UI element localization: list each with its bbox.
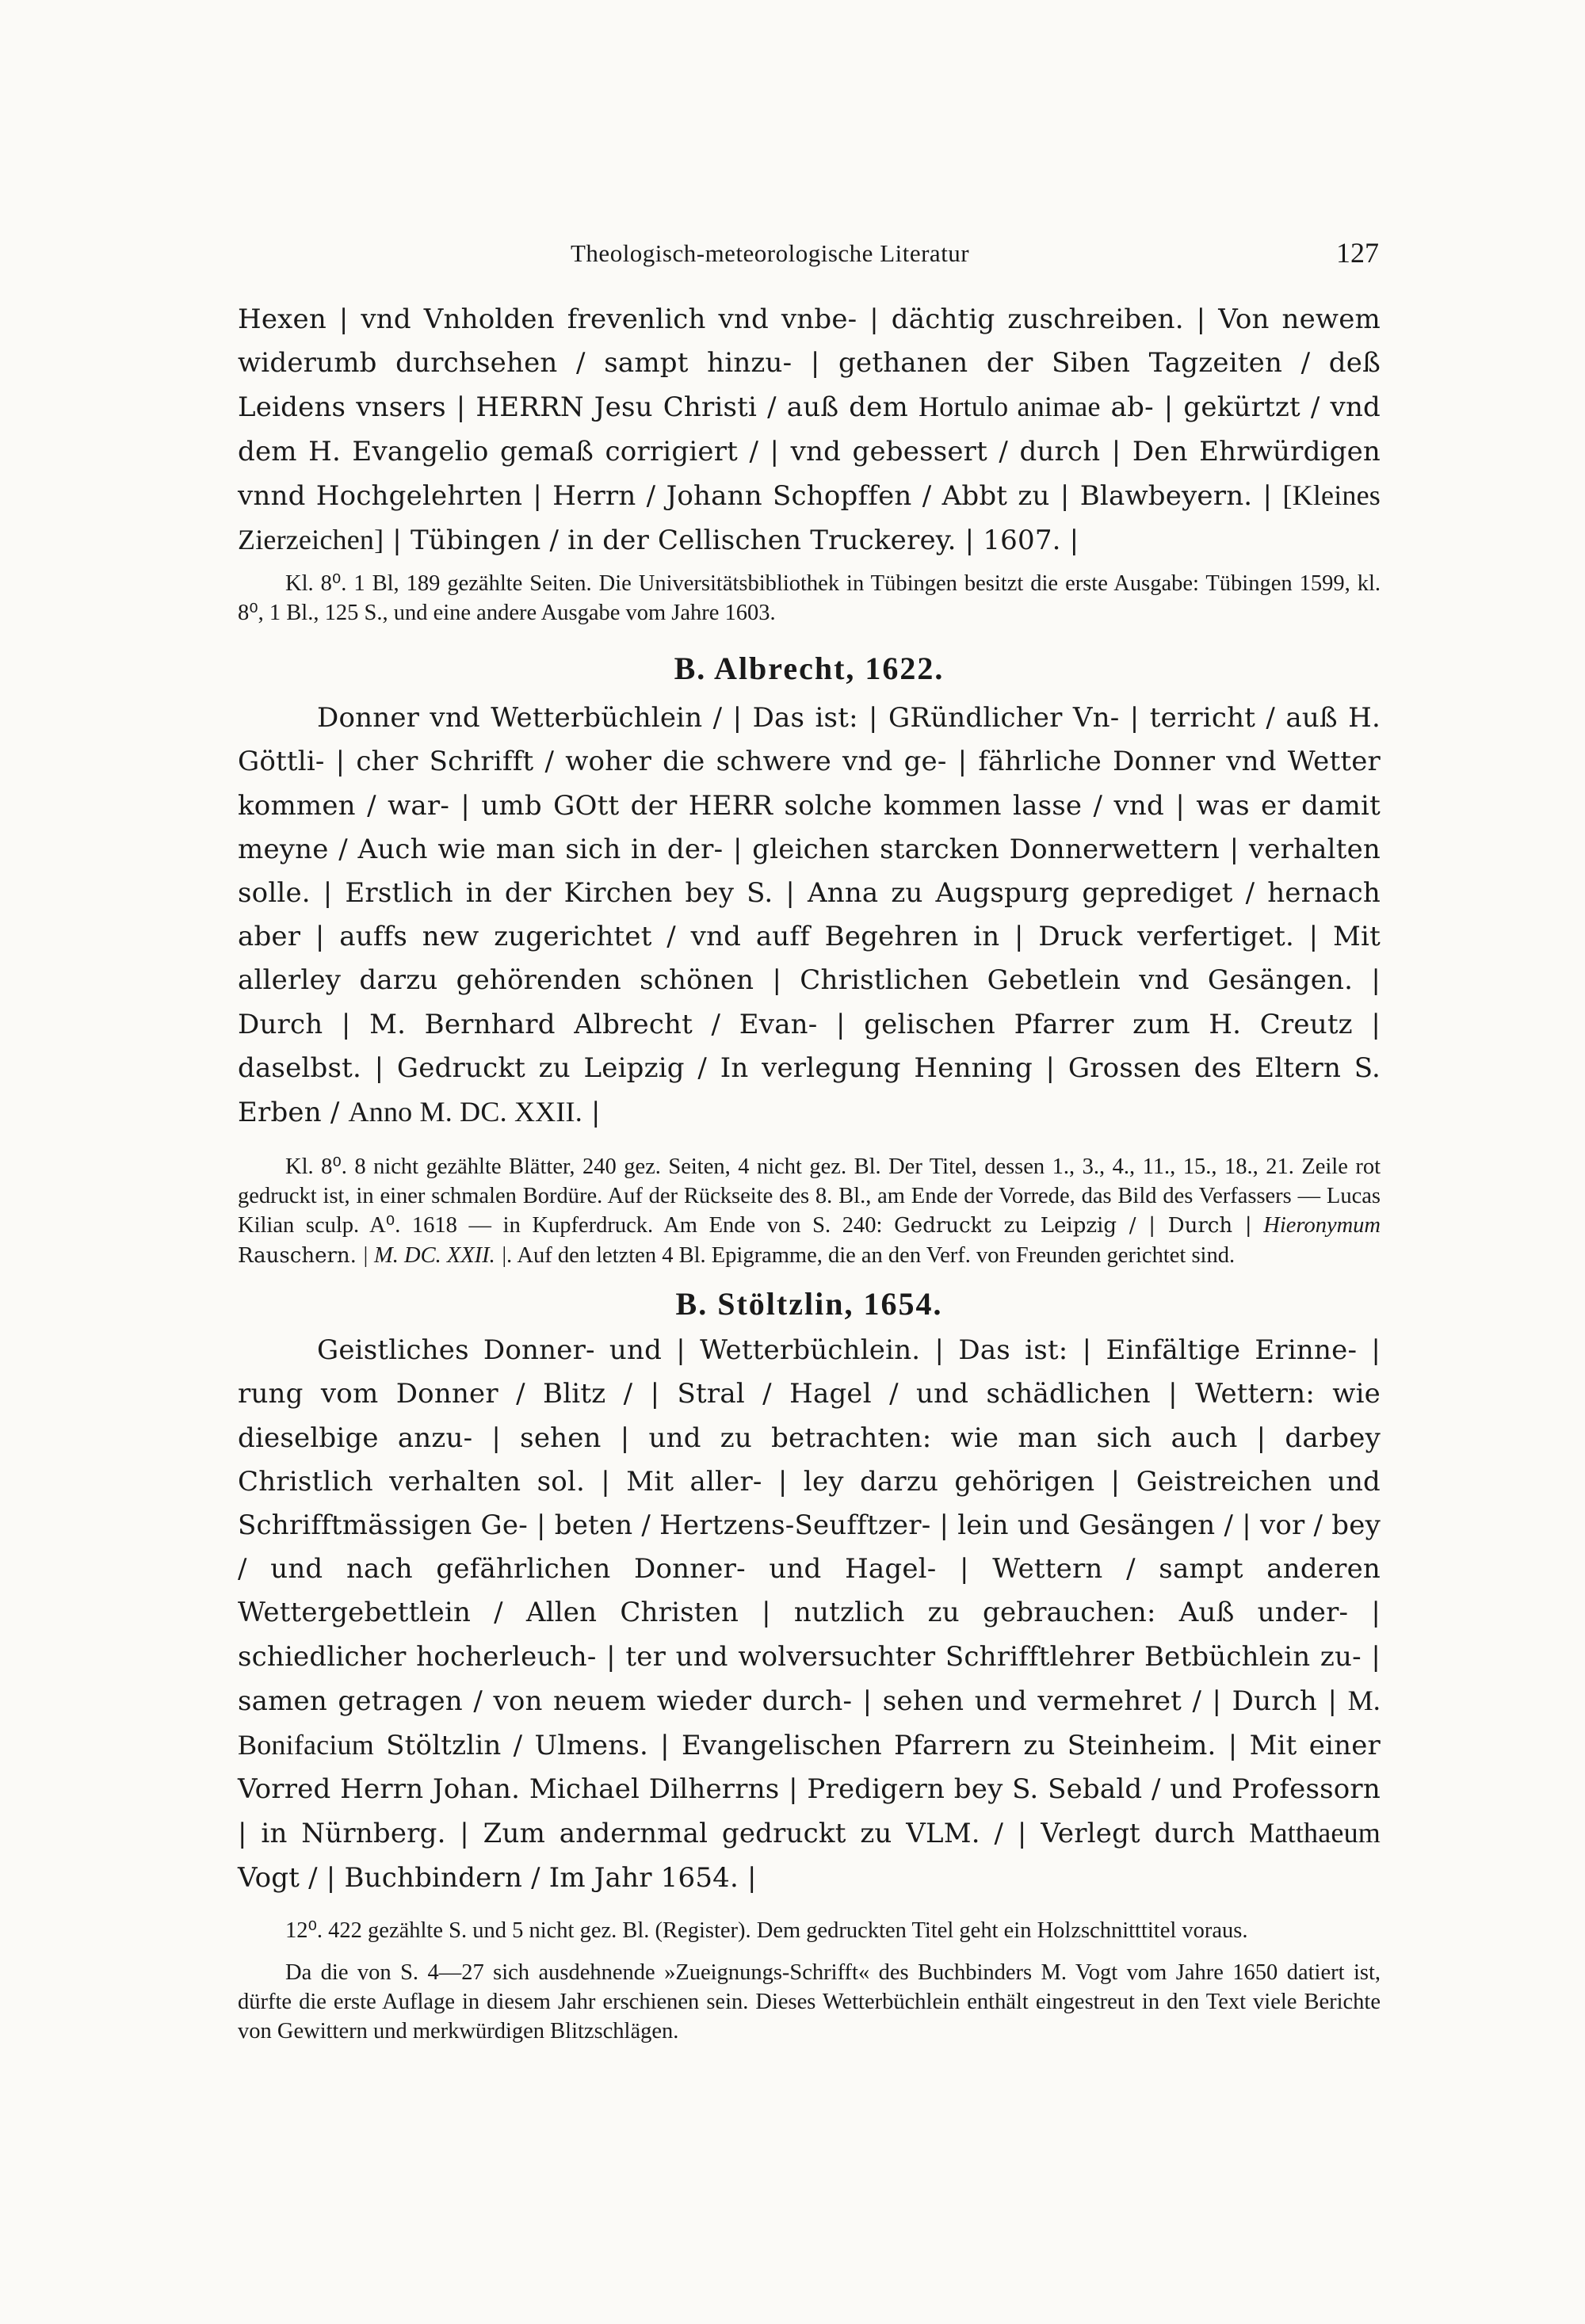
title-latin: Hortulo animae: [918, 391, 1101, 423]
title-year: Anno M. DC. XXII.: [348, 1096, 582, 1128]
page-number: 127: [1336, 237, 1379, 269]
title-text: | Tübingen / in der Cellischen Truckerey. | 1607. |: [392, 525, 1079, 557]
title-text: ab- | gekürtzt / vnd dem H. Evangelio gemaß corrigiert / | vnd gebessert / durch | Den Ehrwürdigen vnnd Hochgelehrten | Herrn / Johann Schopffen / Abbt zu | Blawbeyern. |: [238, 391, 1381, 512]
bibliographic-note: Da die von S. 4—27 sich ausdehnende »Zueignungs-Schrifft« des Buchbinders M. Vogt vom Jahre 1650 datiert ist, dürfte die erste Auflage in diesem Jahr erschienen sein. Dieses Wetterbüchlein enthält eingestreut in den Text viele Berichte von Gewittern und merkwürdigen Blitzschlägen.: [238, 1960, 1381, 2044]
note-imprint: Gedruckt zu Leipzig / | Durch |: [894, 1214, 1252, 1238]
bibliographic-note: Kl. 8⁰. 1 Bl, 189 gezählte Seiten. Die Universitätsbibliothek in Tübingen besitzt die erste Ausgabe: Tübingen 1599, kl. 8⁰, 1 Bl., 125 S., und eine andere Ausgabe vom Jahre 1603.: [238, 571, 1381, 626]
note-text: Kl. 8⁰. 8 nicht gezählte Blätter, 240 gez. Seiten, 4 nicht gez. Bl. Der Titel, dessen 1., 3., 4., 11., 15., 18., 21. Zeile rot gedruckt ist, in einer schmalen Bordüre. Auf der Rückseite des 8. Bl., am Ende der Vorrede, das Bild des Verfassers — Lucas Kilian sculp. A⁰. 1618 — in Kupferdruck. Am Ende von S. 240:: [238, 1154, 1381, 1238]
note-imprint: Rauschern.: [238, 1244, 357, 1269]
running-title: Theologisch-meteorologische Literatur: [571, 239, 970, 267]
title-text: Donner vnd Wetterbüchlein / | Das ist: | GRündlicher Vn- | terricht / auß H. Göttli- | cher Schrifft / woher die schwere vnd ge- | fährliche Donner vnd Wetter kommen / war- | umb GOtt der HERR solche kommen lasse / vnd | was er damit meyne / Auch wie man sich in der- | gleichen starcken Donnerwettern | verhalten solle. | Erstlich in der Kirchen bey S. | Anna zu Augspurg geprediget / hernach aber | auffs new zugerichtet / vnd auff Begehren in | Druck verfertiget. | Mit allerley darzu gehörenden schönen | Christlichen Gebetlein vnd Gesängen. | Durch | M. Bernhard Albrecht / Evan- | gelischen Pfarrer zum H. Creutz | daselbst. | Gedruckt zu Leipzig / In verlegung Henning | Grossen des Eltern S. Erben /: [238, 702, 1381, 1129]
entry-title: [238, 1329, 1381, 1900]
title-text: Stöltzlin / Ulmens. | Evangelischen Pfarrern zu Steinheim. | Mit einer Vorred Herrn Johan. Michael Dilherrns | Predigern bey S. Sebald / und Professorn | in Nürnberg. | Zum andernmal gedruckt zu VLM. / | Verlegt durch: [238, 1730, 1381, 1850]
section-heading: B. Albrecht, 1622.: [674, 651, 945, 687]
title-text: Geistliches Donner- und | Wetterbüchlein. | Das ist: | Einfältige Erinne- | rung vom Donner / Blitz / | Stral / Hagel / und schädlichen | Wettern: wie dieselbige anzu- | sehen | und zu betrachten: wie man sich auch | darbey Christlich verhalten sol. | Mit aller- | ley darzu gehörigen | Geistreichen und Schrifftmässigen Ge- | beten / Hertzens-Seufftzer- | lein und Gesängen / | vor / bey / und nach gefährlichen Donner- und Hagel- | Wettern / sampt anderen Wettergebettlein / Allen Christen | nutzlich zu gebrauchen: Auß under- | schiedlicher hocherleuch- | ter und wolversuchter Schrifftlehrer Betbüchlein zu- | samen getragen / von neuem wieder durch- | sehen und vermehret / | Durch |: [238, 1334, 1381, 1717]
section-heading: B. Stöltzlin, 1654.: [675, 1286, 943, 1322]
entry-title-continued: [238, 298, 1381, 563]
title-text: Vogt / | Buchbindern / Im Jahr 1654. |: [238, 1861, 757, 1894]
title-latin: M. Bonifacium: [238, 1684, 1381, 1761]
page-content: [238, 298, 1381, 2046]
entry-title: [238, 696, 1381, 1135]
note-text: Auf den letzten 4 Bl. Epigramme, die an den Verf. von Freunden gerichtet sind.: [517, 1243, 1236, 1269]
title-latin: Matthaeum: [1249, 1817, 1381, 1849]
title-text: Hexen | vnd Vnholden frevenlich vnd vnbe- | dächtig zuschreiben. | Von newem widerumb durchsehen / sampt hinzu- | gethanen der Siben Tagzeiten / deß Leidens vnsers | HERRN Jesu Christi / auß dem: [238, 303, 1381, 424]
note-name: Hieronymum: [1263, 1213, 1381, 1238]
page-header: [238, 239, 1379, 279]
ornament-note: [Kleines Zierzeichen]: [238, 479, 1381, 556]
bibliographic-note: [238, 1152, 1381, 1271]
bibliographic-note: 12⁰. 422 gezählte S. und 5 nicht gez. Bl. (Register). Dem gedruckten Titel geht ein Holzschnitttitel voraus.: [285, 1918, 1248, 1943]
note-year: | M. DC. XXII. |.: [362, 1243, 513, 1269]
title-end: |: [590, 1097, 601, 1129]
